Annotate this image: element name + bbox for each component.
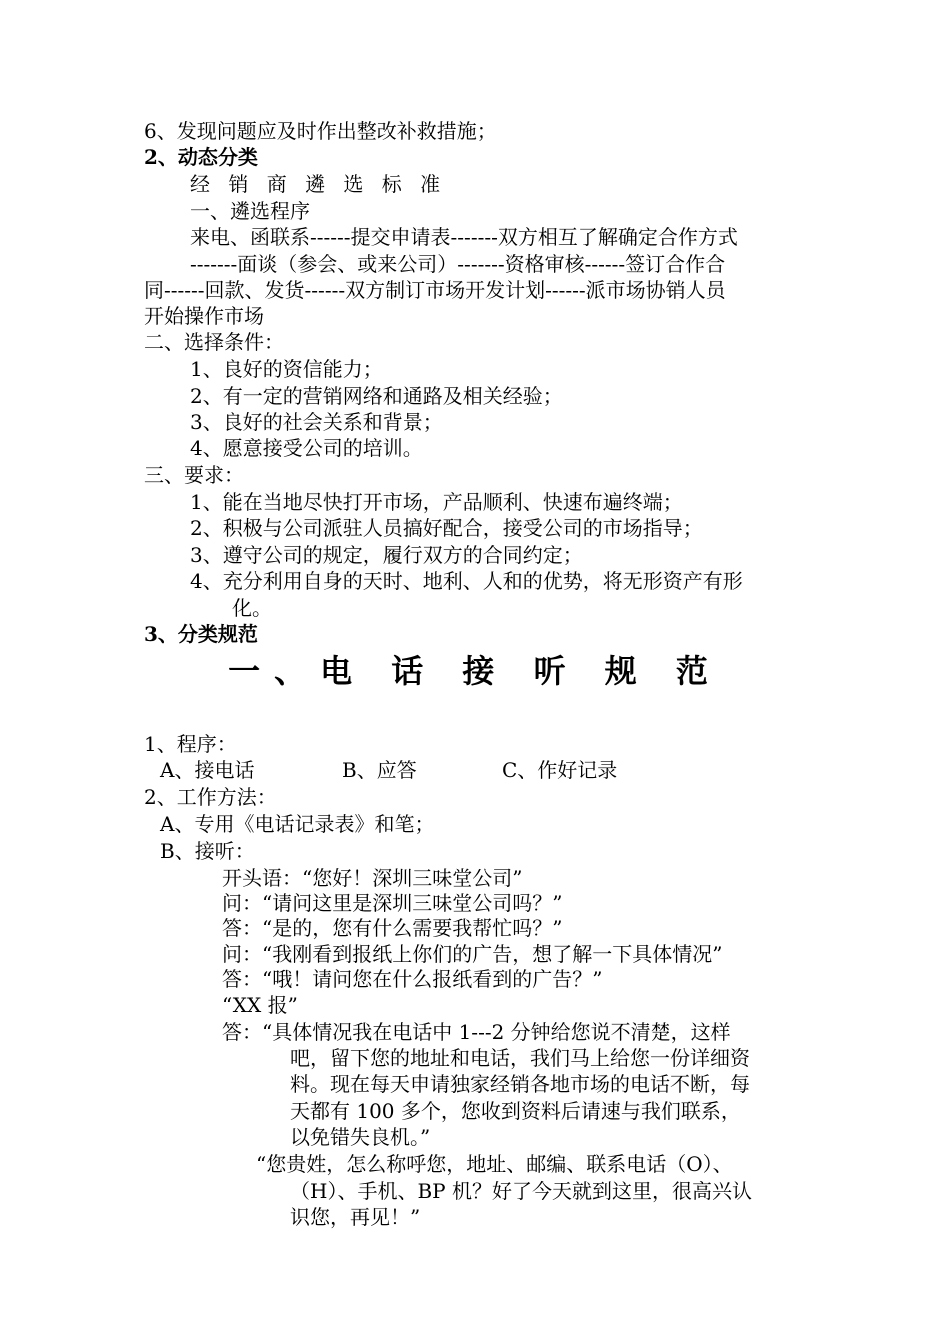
dialogue-line: 问：“请问这里是深圳三味堂公司吗？” — [222, 891, 563, 915]
list-item: 2、积极与公司派驻人员搞好配合，接受公司的市场指导； — [190, 516, 703, 540]
section-heading: 2、动态分类 — [144, 145, 258, 169]
text-line: A、专用《电话记录表》和笔； — [160, 812, 435, 836]
text-line: 同------回款、发货------双方制订市场开发计划------派市场协销人员 — [144, 278, 726, 302]
dialogue-line: 答：“是的，您有什么需要我帮忙吗？” — [222, 916, 563, 940]
dialogue-line: 料。现在每天申请独家经销各地市场的电话不断，每 — [290, 1072, 750, 1096]
list-item: 1、能在当地尽快打开市场，产品顺利、快速布遍终端； — [190, 490, 683, 514]
list-item: 4、愿意接受公司的培训。 — [190, 436, 423, 460]
dialogue-line: “XX 报” — [222, 993, 298, 1017]
text-line: 开始操作市场 — [144, 304, 264, 328]
dialogue-line: 天都有 100 多个，您收到资料后请速与我们联系， — [290, 1099, 741, 1123]
dialogue-line: 吧，留下您的地址和电话，我们马上给您一份详细资 — [290, 1046, 750, 1070]
subheading: 经 销 商 遴 选 标 准 — [190, 172, 447, 196]
list-item: 2、有一定的营销网络和通路及相关经验； — [190, 384, 563, 408]
procedure-step: B、应答 — [342, 758, 417, 782]
list-item: 1、良好的资信能力； — [190, 357, 383, 381]
dialogue-line: 答：“哦！请问您在什么报纸看到的广告？” — [222, 967, 603, 991]
list-item-continuation: 化。 — [232, 596, 272, 620]
procedure-step: C、作好记录 — [502, 758, 618, 782]
dialogue-line: 识您，再见！” — [290, 1205, 421, 1229]
text-line: 二、选择条件： — [144, 330, 284, 354]
dialogue-line: “您贵姓，怎么称呼您，地址、邮编、联系电话（O）、 — [256, 1152, 733, 1176]
list-item: 4、充分利用自身的天时、地利、人和的优势，将无形资产有形 — [190, 569, 743, 593]
text-line: 三、要求： — [144, 463, 244, 487]
section-heading: 3、分类规范 — [144, 622, 258, 646]
text-line: 来电、函联系------提交申请表-------双方相互了解确定合作方式 — [190, 225, 738, 249]
dialogue-line: 以免错失良机。” — [290, 1125, 431, 1149]
text-line: B、接听： — [160, 839, 255, 863]
dialogue-line: 问：“我刚看到报纸上你们的广告，想了解一下具体情况” — [222, 942, 723, 966]
list-item: 3、良好的社会关系和背景； — [190, 410, 443, 434]
dialogue-line: 答：“具体情况我在电话中 1---2 分钟给您说不清楚，这样 — [222, 1020, 731, 1044]
text-line: -------面谈（参会、或来公司）-------资格审核------签订合作合 — [190, 252, 726, 276]
text-line: 一、遴选程序 — [190, 199, 310, 223]
text-line: 6、发现问题应及时作出整改补救措施； — [144, 119, 497, 143]
page-title: 一、电 话 接 听 规 范 — [228, 652, 722, 690]
dialogue-line: （H）、手机、BP 机？好了今天就到这里，很高兴认 — [290, 1179, 752, 1203]
text-line: 2、工作方法： — [144, 785, 277, 809]
dialogue-line: 开头语：“您好！深圳三味堂公司” — [222, 866, 523, 890]
list-item: 3、遵守公司的规定，履行双方的合同约定； — [190, 543, 583, 567]
text-line: 1、程序： — [144, 732, 237, 756]
procedure-step: A、接电话 — [160, 758, 255, 782]
